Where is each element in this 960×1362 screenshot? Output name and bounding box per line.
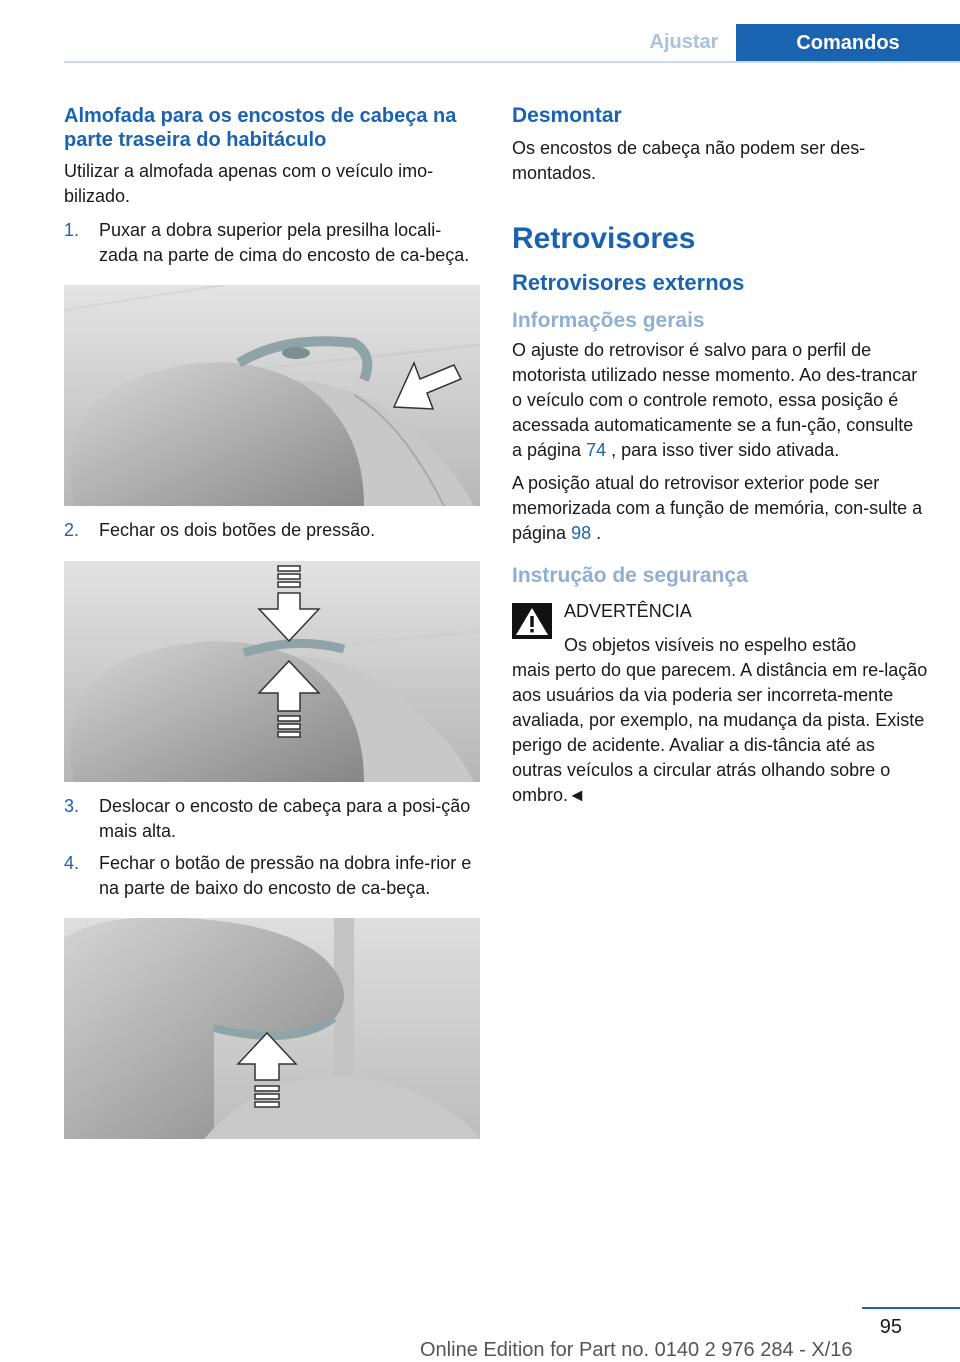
info-text: A posição atual do retrovisor exterior pode ser memorizada com a função de memória, con-sulte a página	[512, 473, 923, 543]
list-item	[64, 851, 480, 901]
list-item	[64, 218, 480, 268]
warning-label: ADVERTÊNCIA	[564, 601, 692, 621]
info-text: O ajuste do retrovisor é salvo para o perfil de motorista utilizado nesse momento. Ao des-trancar o veículo com o controle remoto, essa posição é acessada automaticamente se a fun-ção, consulte a página	[512, 340, 918, 460]
header-rule	[64, 61, 960, 63]
section-heading-almofada: Almofada para os encostos de cabeça na parte traseira do habitáculo	[64, 105, 457, 151]
desmontar-text: Os encostos de cabeça não podem ser des-montados.	[512, 138, 866, 183]
footer-edition: Online Edition for Part no. 0140 2 976 284 - X/16	[420, 1339, 853, 1361]
page-number: 95	[879, 1316, 902, 1338]
tab-comandos[interactable]: Comandos	[736, 24, 960, 63]
page-link-74[interactable]: 74	[586, 440, 607, 460]
heading-desmontar: Desmontar	[512, 104, 622, 127]
intro-text: Utilizar a almofada apenas com o veículo imo-bilizado.	[64, 161, 434, 206]
warning-text-first: Os objetos visíveis no espelho estão	[564, 635, 857, 655]
list-number: 3.	[64, 796, 80, 816]
list-text: Deslocar o encosto de cabeça para a posi-ção mais alta.	[99, 796, 471, 841]
warning-triangle-icon	[512, 603, 552, 639]
heading-informacoes-gerais: Informações gerais	[512, 309, 705, 332]
info-text: .	[591, 523, 602, 543]
headrest-illustration-press-buttons	[64, 561, 480, 782]
warning-text-rest: mais perto do que parecem. A distância em re-lação aos usuários da via poderia ser incorreta-mente avaliada, por exemplo, na mudança da pista. Existe perigo de acidente. Avaliar a dis-tância até as outras veículos a circular atrás olhando sobre o ombro.◄	[512, 660, 928, 805]
headrest-illustration-lower-button	[64, 918, 480, 1139]
list-number: 2.	[64, 520, 80, 540]
list-text: Puxar a dobra superior pela presilha locali-zada na parte de cima do encosto de ca-beça.	[99, 220, 470, 265]
list-item	[64, 518, 480, 543]
tab-ajustar[interactable]: Ajustar	[649, 31, 719, 53]
heading-instrucao-seguranca: Instrução de segurança	[512, 564, 748, 587]
list-item	[64, 794, 480, 844]
info-text: , para isso tiver sido ativada.	[606, 440, 840, 460]
list-text: Fechar os dois botões de pressão.	[99, 520, 376, 540]
info-paragraph-2	[512, 471, 928, 546]
info-paragraph-1	[512, 338, 928, 463]
headrest-illustration-pull-strap	[64, 285, 480, 506]
page-link-98[interactable]: 98	[571, 523, 592, 543]
warning-head	[512, 599, 928, 658]
warning-block	[512, 599, 928, 808]
list-text: Fechar o botão de pressão na dobra infe-rior e na parte de baixo do encosto de ca-beça.	[99, 853, 472, 898]
list-number: 1.	[64, 220, 80, 240]
footer-rule	[862, 1307, 960, 1309]
right-column	[512, 104, 928, 808]
subsection-title-externos: Retrovisores externos	[512, 270, 745, 295]
list-number: 4.	[64, 853, 80, 873]
section-title-retrovisores: Retrovisores	[512, 222, 696, 255]
left-column	[64, 104, 480, 1139]
